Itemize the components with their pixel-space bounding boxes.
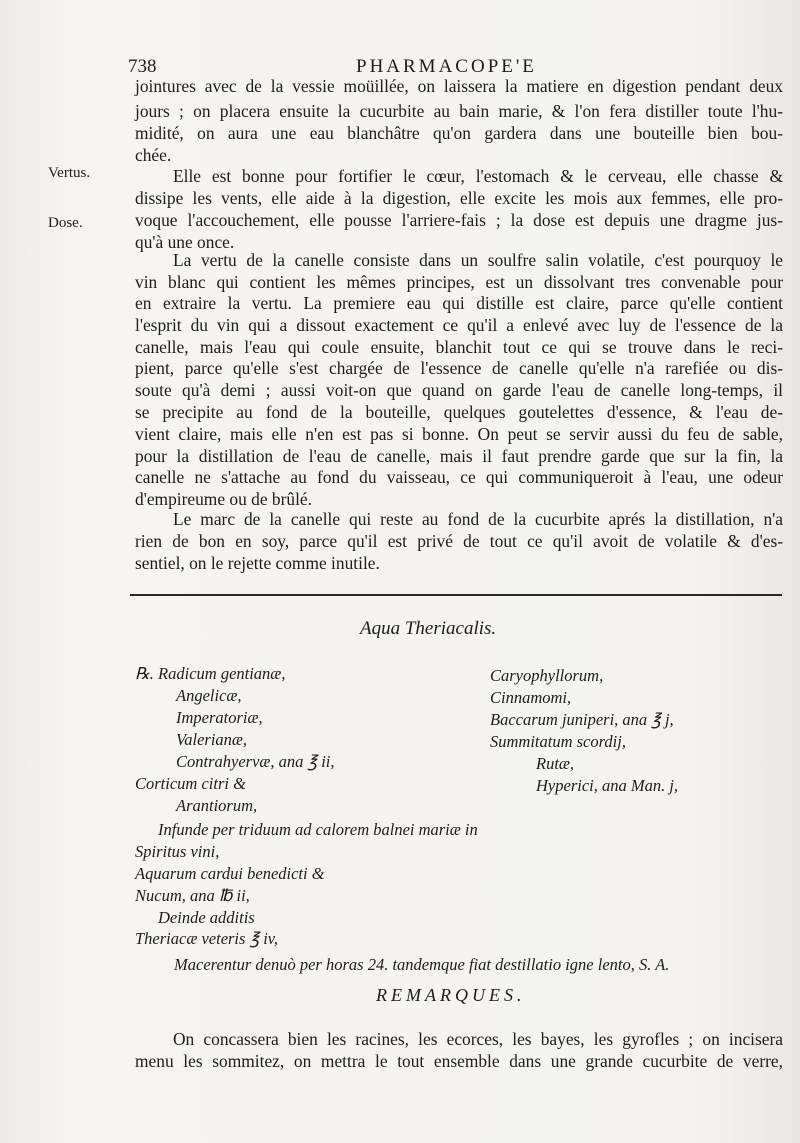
text-line: l'esprit du vin qui a dissout exactement ce qu'il a enlevé avec luy de l'essence de la (135, 315, 783, 335)
text-line: menu les sommitez, on mettra le tout ensemble dans une grande cucurbite de verre, (135, 1051, 783, 1071)
section-divider (130, 594, 782, 596)
text-line: en extraire la vertu. La premiere eau qui distille est claire, parce qu'elle contient (135, 293, 783, 313)
ingredient: Imperatoriæ, (176, 708, 263, 727)
text-line: Le marc de la canelle qui reste au fond de la cucurbite aprés la distillation, n'a (173, 509, 783, 529)
text-line: soute qu'à demi ; aussi voit-on que quand on garde l'eau de canelle long-temps, il (135, 380, 783, 400)
text-line: d'empireume ou de brûlé. (135, 489, 312, 509)
ingredient: ℞. Radicum gentianæ, (135, 664, 286, 683)
text-line: jointures avec de la vessie moüillée, on laissera la matiere en digestion pendant deux (135, 76, 783, 96)
text-line: jours ; on placera ensuite la cucurbite au bain marie, & l'on fera distiller toute l'hu- (135, 101, 783, 121)
ingredient: Arantiorum, (176, 796, 258, 815)
text-line: vient claire, mais elle n'en est pas si bonne. On peut se servir aussi du feu de sable, (135, 424, 783, 444)
text-line: qu'à une once. (135, 232, 235, 252)
ingredient: Contrahyervæ, ana ℥ ii, (176, 752, 335, 771)
infusion-line: Aquarum cardui benedicti & (135, 864, 325, 883)
ingredient: Caryophyllorum, (490, 666, 604, 685)
text-line: On concassera bien les racines, les ecorces, les bayes, les gyrofles ; on incisera (173, 1029, 783, 1049)
infusion-line: Nucum, ana ℔ ii, (135, 886, 250, 905)
text-line: voque l'accouchement, elle pousse l'arriere-fais ; la dose est depuis une dragme jus- (135, 210, 783, 230)
margin-note-vertus: Vertus. (48, 165, 91, 181)
ingredient: Baccarum juniperi, ana ℥ j, (490, 710, 674, 729)
text-line: vin blanc qui contient les mêmes principes, est un dissolvant tres convenable pour (135, 272, 783, 292)
ingredient: Rutæ, (536, 754, 575, 773)
text-line: pour la distillation de l'eau de canelle, mais il faut prendre garde que sur la fin, la (135, 446, 783, 466)
recipe-title: Aqua Theriacalis. (360, 618, 497, 639)
page-number: 738 (128, 56, 157, 77)
ingredient: Angelicæ, (176, 686, 242, 705)
infusion-line: Spiritus vini, (135, 842, 220, 861)
running-title: PHARMACOPE'E (356, 56, 537, 77)
text-line: Elle est bonne pour fortifier le cœur, l'estomach & le cerveau, elle chasse & (173, 166, 783, 186)
infusion-line: Deinde additis (158, 908, 255, 927)
infusion-line: Infunde per triduum ad calorem balnei mariæ in (158, 820, 478, 839)
text-line: canelle, mais l'eau qui coule ensuite, blanchit tout ce qui se trouve dans le reci- (135, 337, 783, 357)
text-line: rien de bon en soy, parce qu'il est privé de tout ce qu'il avoit de volatile & d'es- (135, 531, 783, 551)
text-line: dissipe les vents, elle aide à la digestion, elle excite les mois aux femmes, elle pro- (135, 188, 783, 208)
remarques-heading: REMARQUES. (376, 985, 526, 1005)
ingredient: Corticum citri & (135, 774, 246, 793)
text-line: chée. (135, 145, 172, 165)
ingredient: Hyperici, ana Man. j, (536, 776, 679, 795)
closing-line: Macerentur denuò per horas 24. tandemque fiat destillatio igne lento, S. A. (174, 955, 670, 974)
text-line: midité, on aura une eau blanchâtre qu'on gardera dans une bouteille bien bou- (135, 123, 783, 143)
text-line: sentiel, on le rejette comme inutile. (135, 553, 380, 573)
text-line: se precipite au fond de la bouteille, quelques goutelettes d'essence, & l'eau de- (135, 402, 783, 422)
margin-note-dose: Dose. (48, 215, 83, 231)
ingredient: Valerianæ, (176, 730, 248, 749)
ingredient: Cinnamomi, (490, 688, 572, 707)
text-line: La vertu de la canelle consiste dans un soulfre salin volatile, c'est pourquoy le (173, 250, 783, 270)
ingredient: Summitatum scordij, (490, 732, 626, 751)
text-line: pient, parce qu'elle s'est chargée de l'essence de canelle qu'elle n'a rarefiée ou dis- (135, 358, 783, 378)
infusion-line: Theriacæ veteris ℥ iv, (135, 929, 279, 948)
text-line: canelle ne s'attache au fond du vaisseau, ce qui communiqueroit à l'eau, une odeur (135, 467, 783, 487)
